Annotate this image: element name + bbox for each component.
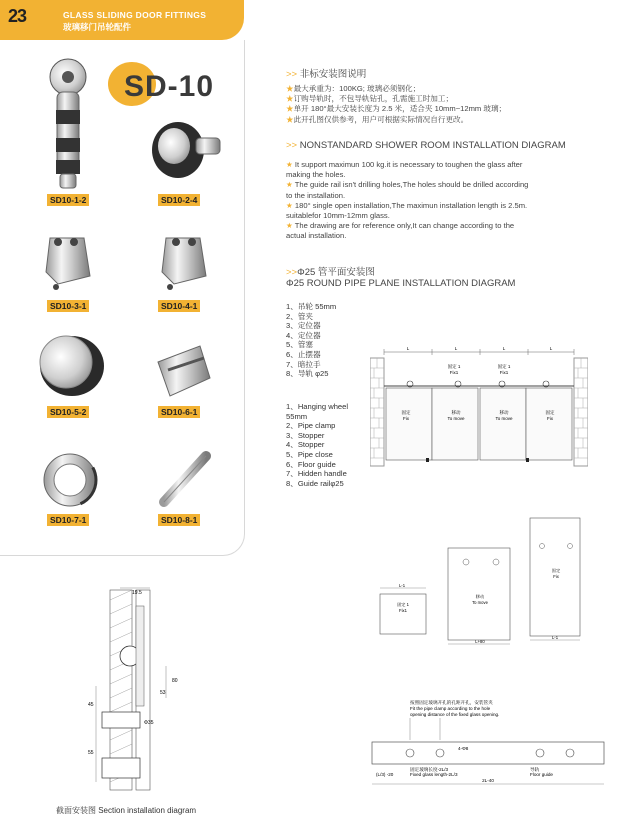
section-heading-en: >> NONSTANDARD SHOWER ROOM INSTALLATION DIAGRAM (286, 140, 566, 151)
dim-label: L (502, 346, 506, 351)
header-title-cn: 玻璃移门吊轮配件 (63, 22, 132, 32)
dim-label: L+80 (475, 639, 485, 644)
dim-label: L (406, 346, 410, 351)
section-diagram (80, 586, 200, 796)
product-image-sd10-1-2 (50, 59, 86, 188)
product-label: SD10-6-1 (158, 406, 200, 418)
page-number: 23 (8, 6, 27, 26)
dim-label: 55 (88, 750, 94, 756)
product-image-sd10-2-4 (152, 122, 220, 178)
panel-label-en: To move (447, 416, 465, 421)
section-caption: 截面安装图 Section installation diagram (56, 806, 197, 815)
product-image-sd10-6-1 (158, 346, 210, 396)
panel-label-cn: 固定 1 (397, 602, 409, 607)
parts-list-cn: 1、吊轮 55mm 2、管夹 3、定位器 4、定位器 5、管塞 6、止摆器 7、暗拉手 8、导轨 φ25 (286, 302, 337, 379)
dim-label: L-1 (398, 583, 406, 588)
dim-label: 19.5 (132, 590, 142, 596)
rail-hole-diagram (370, 696, 606, 792)
panel-label-cn: 固定 1 (497, 364, 511, 369)
dim-label: L (454, 346, 458, 351)
product-image-sd10-3-1 (46, 238, 90, 290)
nonstandard-en-notes: ★ It support maximun 100 kg.it is necessary to toughen the glass after making the holes. ★ The guide rail isn't drilling holes,The holes should be drilled according to the installation. ★ 180° single open installation,The maximun installation length is 2.5m. suitablefor 10mm-12mm glass. ★ The drawing are for reference only,It can change according to the actual installation. (286, 160, 529, 241)
product-image-sd10-5-2 (40, 336, 104, 396)
rail-note-en: opening distance of the fixed glass opening. (410, 712, 500, 717)
product-label: SD10-4-1 (158, 300, 200, 312)
glass-panel-diagram (370, 510, 588, 650)
dim-label: Φ35 (144, 720, 154, 726)
section-heading-cn: >> 非标安装图说明 (286, 69, 367, 80)
series-name: SD-10 (124, 70, 215, 103)
dim-label: 4-Φ8 (458, 746, 469, 751)
panel-label-en: Fix (547, 416, 553, 421)
floor-guide-cn: 导轨 (530, 767, 540, 772)
rail-length-cn: 固定玻璃长度-2L/3 (410, 767, 449, 772)
rail-note-en: Fit the pipe clamp according to the hole (410, 706, 491, 711)
rail-length-en: Fixed glass length-2L/3 (410, 772, 458, 777)
panel-label-en: Fix1 (399, 608, 407, 613)
dim-label: 2L-40 (482, 778, 494, 783)
product-image-sd10-8-1 (164, 456, 206, 502)
panel-label-cn: 移动 (475, 594, 485, 599)
dim-label: L-1 (551, 635, 559, 640)
product-label: SD10-1-2 (47, 194, 89, 206)
product-label: SD10-8-1 (158, 514, 200, 526)
left-wall (370, 358, 384, 466)
panel-label-en: To move (472, 600, 488, 605)
round-pipe-heading-en: Φ25 ROUND PIPE PLANE INSTALLATION DIAGRAM (286, 278, 516, 289)
panel-label-en: Fix1 (499, 370, 509, 375)
header-title-en: GLASS SLIDING DOOR FITTINGS (63, 10, 207, 20)
panel-label-cn: 固定 1 (447, 364, 461, 369)
dim-label: (L/3) -20 (376, 772, 394, 777)
product-illustrations (0, 40, 244, 555)
product-label: SD10-3-1 (47, 300, 89, 312)
product-label: SD10-5-2 (47, 406, 89, 418)
panel-label-cn: 固定 (401, 410, 411, 415)
dim-label: 80 (172, 678, 178, 684)
product-image-sd10-4-1 (162, 238, 206, 290)
panel-label-cn: 移动 (451, 410, 461, 415)
panel-label-en: Fix (553, 574, 559, 579)
dim-label: L (549, 346, 553, 351)
panel-label-cn: 固定 (551, 568, 561, 573)
panel-label-cn: 移动 (499, 410, 509, 415)
panel-label-cn: 固定 (545, 410, 555, 415)
round-pipe-heading-cn: >>Φ25 管平面安装图 (286, 267, 375, 278)
dim-label: 45 (88, 702, 94, 708)
dim-label: 53 (160, 690, 166, 696)
parts-list-en: 1、Hanging wheel 55mm 2、Pipe clamp 3、Stopper 4、Stopper 5、Pipe close 6、Floor guide 7、Hidden handle 8、Guide railφ25 (286, 402, 349, 488)
product-image-sd10-7-1 (44, 454, 96, 506)
header-bar (0, 0, 244, 40)
nonstandard-cn-notes: ★最大承重为：100KG; 玻璃必须钢化； ★订购导轨时，不包导轨钻孔，孔需施工时加工； ★单开 180°最大安装长度为 2.5 米，适合夹 10mm~12mm 玻璃； ★此开孔图仅供参考，用户可根据实际情况自行更改。 (286, 84, 507, 124)
product-label: SD10-2-4 (158, 194, 200, 206)
panel-label-en: Fix (403, 416, 409, 421)
panel-label-en: To move (495, 416, 513, 421)
right-wall (574, 358, 588, 466)
rail-note-cn: 按照固定玻璃开孔的孔距开孔，安装管夹 (410, 700, 493, 705)
product-label: SD10-7-1 (47, 514, 89, 526)
floor-guide-en: Floor guide (530, 772, 553, 777)
panel-label-en: Fix1 (449, 370, 459, 375)
plan-installation-diagram (370, 344, 588, 468)
